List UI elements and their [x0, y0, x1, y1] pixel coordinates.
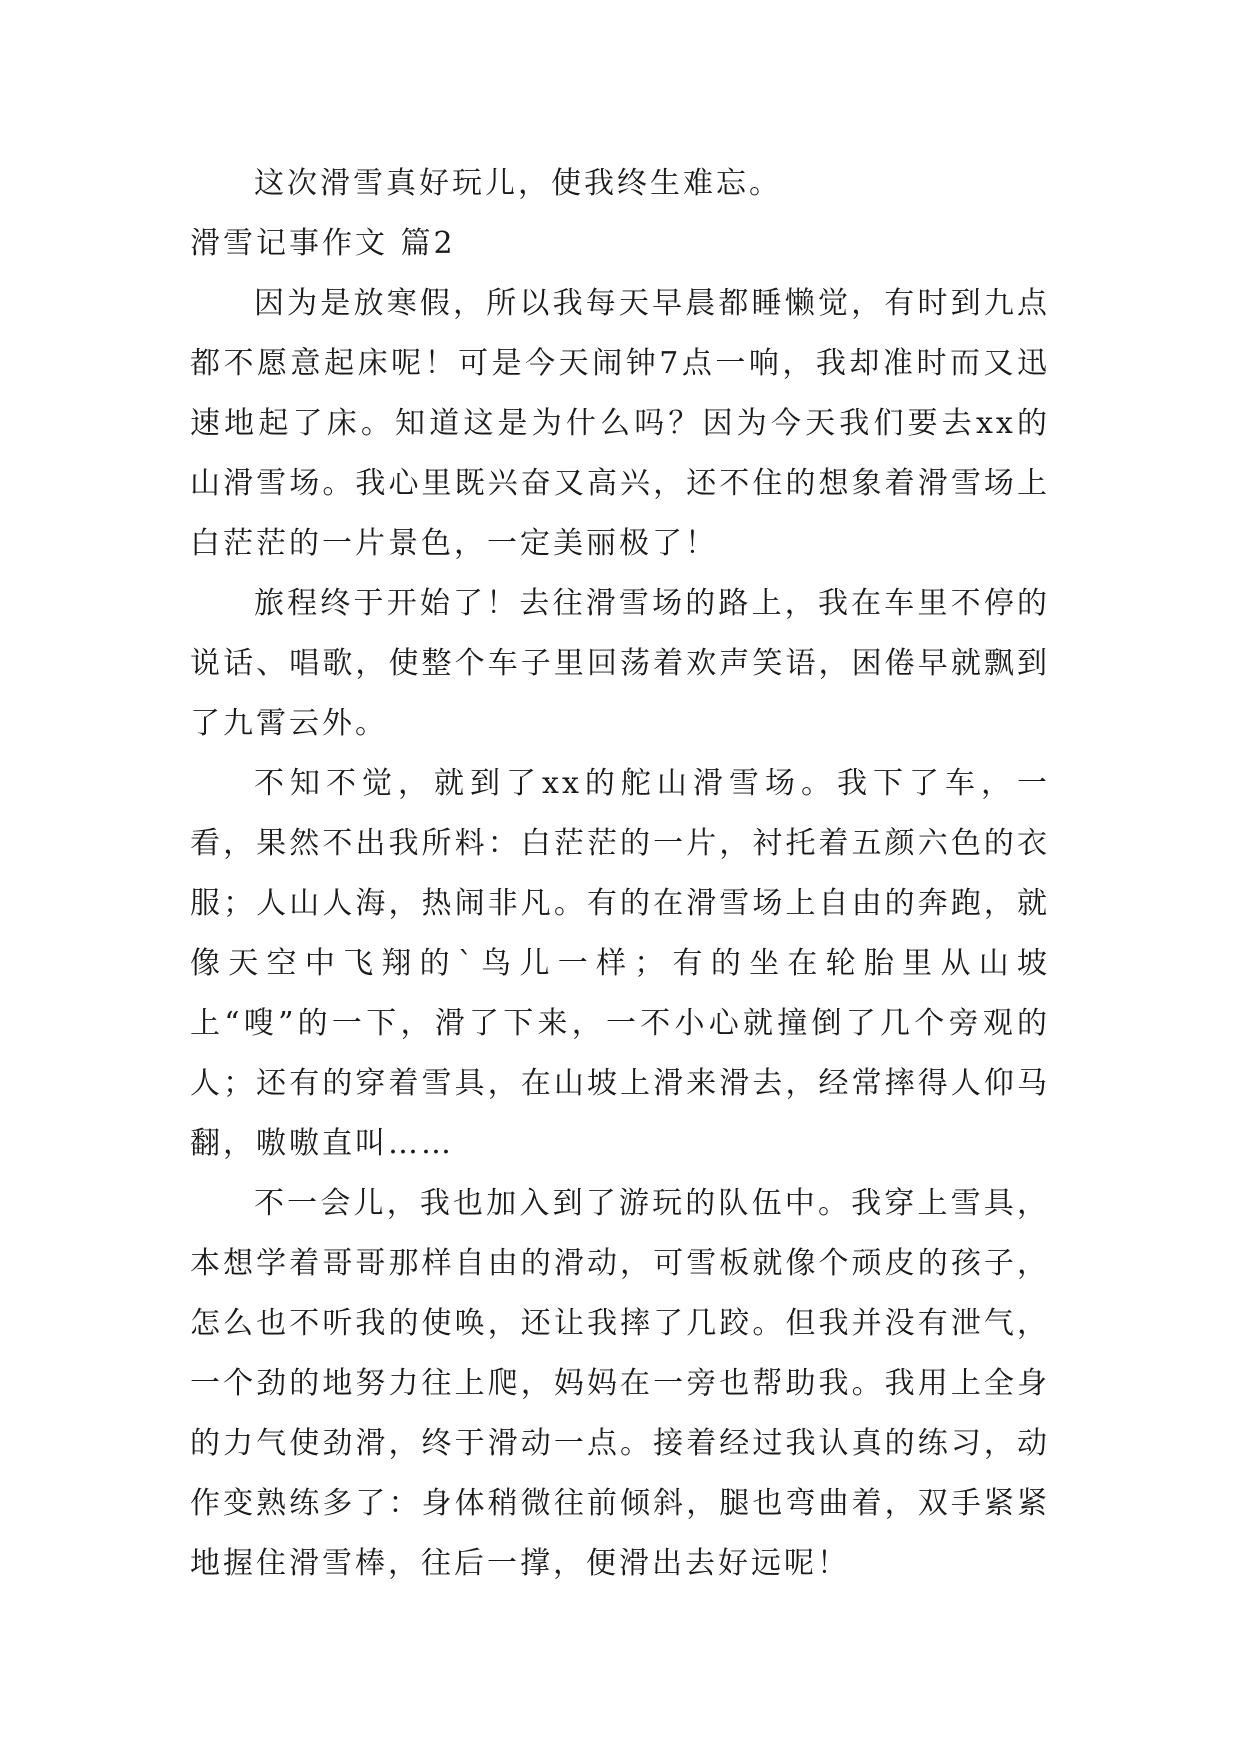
section-heading: 滑雪记事作文 篇2: [190, 226, 456, 261]
paragraph-2: 旅程终于开始了！去往滑雪场的路上，我在车里不停的说话、唱歌，使整个车子里回荡着欢声笑语，困倦早就飘到了九霄云外。: [190, 586, 1050, 741]
paragraph-3: 不知不觉，就到了xx的舵山滑雪场。我下了车，一看，果然不出我所料：白茫茫的一片，衬托着五颜六色的衣服；人山人海，热闹非凡。有的在滑雪场上自由的奔跑，就像天空中飞翔的`鸟儿一样；有的坐在轮胎里从山坡上“嗖”的一下，滑了下来，一不小心就撞倒了几个旁观的人；还有的穿着雪具，在山坡上滑来滑去，经常摔得人仰马翻，嗷嗷直叫……: [190, 766, 1050, 1161]
opening-paragraph: 这次滑雪真好玩儿，使我终生难忘。: [254, 166, 782, 201]
paragraph-4: 不一会儿，我也加入到了游玩的队伍中。我穿上雪具，本想学着哥哥那样自由的滑动，可雪板就像个顽皮的孩子，怎么也不听我的使唤，还让我摔了几跤。但我并没有泄气，一个劲的地努力往上爬，妈妈在一旁也帮助我。我用上全身的力气使劲滑，终于滑动一点。接着经过我认真的练习，动作变熟练多了：身体稍微往前倾斜，腿也弯曲着，双手紧紧地握住滑雪棒，往后一撑，便滑出去好远呢！: [190, 1186, 1050, 1581]
document-body: [190, 154, 1050, 1594]
paragraph-1: 因为是放寒假，所以我每天早晨都睡懒觉，有时到九点都不愿意起床呢！可是今天闹钟7点一响，我却准时而又迅速地起了床。知道这是为什么吗？因为今天我们要去xx的山滑雪场。我心里既兴奋又高兴，还不住的想象着滑雪场上白茫茫的一片景色，一定美丽极了！: [190, 286, 1050, 561]
